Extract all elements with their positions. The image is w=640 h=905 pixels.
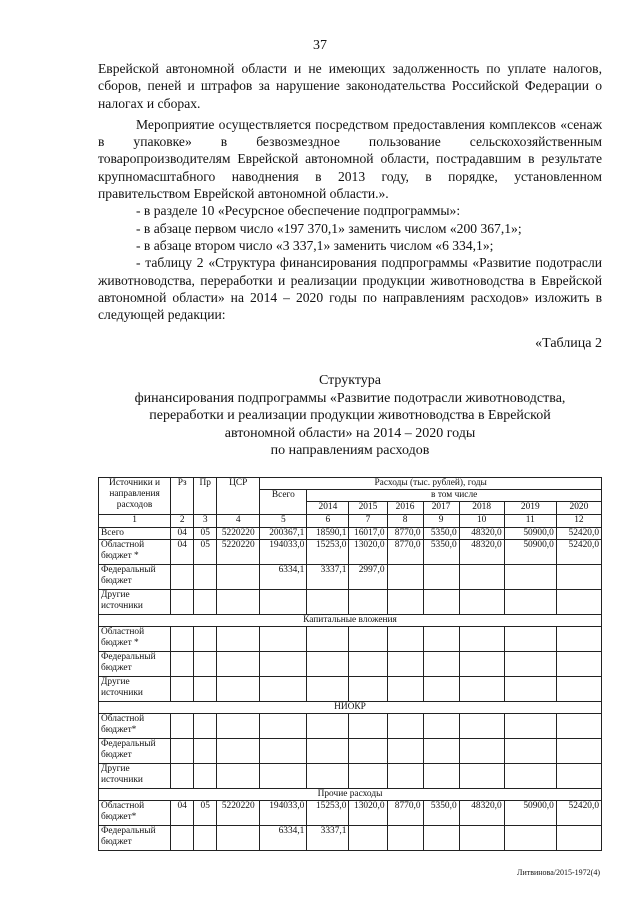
caption-line: автономной области» на 2014 – 2020 годы: [224, 425, 476, 441]
cell-year-value: [387, 677, 423, 702]
cell-year-value: [387, 627, 423, 652]
financing-table: [98, 477, 602, 851]
section-title: НИОКР: [99, 702, 602, 714]
paragraph: Еврейской автономной области и не имеющих задолженность по уплате налогов, сборов, пеней и штрафов за нарушение законодательства Российской Федерации о налогах и сборах.: [98, 61, 602, 111]
paragraph: - в разделе 10 «Ресурсное обеспечение подпрограммы»:: [136, 203, 461, 219]
table-body: [99, 478, 602, 851]
cell-rz: [171, 627, 194, 652]
cell-year-value: [349, 714, 387, 739]
row-label: Областной бюджет *: [99, 540, 171, 565]
cell-year-value: [307, 590, 349, 615]
caption-line: финансирования подпрограммы «Развитие подотрасли животноводства,: [134, 390, 566, 406]
cell-year-value: [387, 652, 423, 677]
column-number: 3: [194, 515, 217, 528]
cell-year-value: [423, 677, 459, 702]
cell-year-value: 2997,0: [349, 565, 387, 590]
cell-year-value: [504, 565, 556, 590]
caption-line: по направлениям расходов: [270, 443, 430, 458]
column-number: 9: [423, 515, 459, 528]
cell-pr: [194, 652, 217, 677]
row-label: Другие источники: [99, 764, 171, 789]
cell-year-value: [556, 627, 601, 652]
cell-pr: 05: [194, 540, 217, 565]
header-year: 2019: [504, 502, 556, 515]
cell-year-value: [349, 590, 387, 615]
header-year: 2017: [423, 502, 459, 515]
header-year: 2016: [387, 502, 423, 515]
row-label: Областной бюджет*: [99, 714, 171, 739]
cell-year-value: [504, 590, 556, 615]
table-caption: [98, 372, 602, 460]
table-row: [99, 652, 602, 677]
cell-year-value: 48320,0: [459, 528, 504, 540]
page-number: 37: [313, 38, 327, 53]
cell-rz: [171, 739, 194, 764]
cell-year-value: [556, 590, 601, 615]
cell-pr: [194, 627, 217, 652]
header-rz: Рз: [171, 478, 194, 515]
cell-year-value: [556, 764, 601, 789]
cell-year-value: 8770,0: [387, 528, 423, 540]
column-number: 4: [217, 515, 260, 528]
cell-year-value: [387, 714, 423, 739]
cell-total: [260, 764, 307, 789]
row-label: Областной бюджет*: [99, 801, 171, 826]
paragraph: Мероприятие осуществляется посредством предоставления комплексов «сенаж в упаковке» в безвозмездное пользование сельскохозяйственным товаропроизводителям Еврейской автономной области, пострадавшим в результате крупномасштабного наводнения в 2013 году, в порядке, установленном правительством Еврейской автономной области.».: [98, 116, 602, 202]
cell-csr: [217, 565, 260, 590]
row-label: Другие источники: [99, 677, 171, 702]
cell-csr: 5220220: [217, 540, 260, 565]
cell-total: [260, 714, 307, 739]
header-csr: ЦСР: [217, 478, 260, 515]
cell-year-value: [349, 764, 387, 789]
body-text: [98, 60, 602, 323]
table-row: [99, 739, 602, 764]
cell-year-value: [307, 652, 349, 677]
cell-year-value: [423, 652, 459, 677]
cell-total: 194033,0: [260, 540, 307, 565]
cell-year-value: [349, 627, 387, 652]
cell-year-value: [556, 677, 601, 702]
cell-year-value: 3337,1: [307, 565, 349, 590]
section-row: [99, 789, 602, 801]
cell-year-value: [423, 739, 459, 764]
cell-csr: [217, 677, 260, 702]
table-row: [99, 590, 602, 615]
cell-total: 6334,1: [260, 565, 307, 590]
cell-year-value: [556, 826, 601, 851]
cell-year-value: 50900,0: [504, 540, 556, 565]
header-expenses: Расходы (тыс. рублей), годы: [260, 478, 602, 490]
cell-year-value: [459, 826, 504, 851]
cell-year-value: 3337,1: [307, 826, 349, 851]
cell-rz: [171, 677, 194, 702]
table-row: [99, 801, 602, 826]
cell-year-value: [504, 714, 556, 739]
cell-total: [260, 590, 307, 615]
cell-year-value: [459, 677, 504, 702]
cell-year-value: [459, 627, 504, 652]
column-number: 5: [260, 515, 307, 528]
cell-pr: [194, 714, 217, 739]
cell-year-value: [459, 714, 504, 739]
cell-total: [260, 677, 307, 702]
caption-line: Структура: [318, 373, 382, 388]
cell-pr: 05: [194, 528, 217, 540]
cell-year-value: [459, 565, 504, 590]
section-row: [99, 615, 602, 627]
paragraph: - таблицу 2 «Структура финансирования подпрограммы «Развитие подотрасли животноводства, переработки и реализации продукции животноводства в Еврейской автономной области» на 2014 – 2020 годы по направлениям расходов» изложить в следующей редакции:: [98, 255, 602, 323]
cell-pr: [194, 826, 217, 851]
row-label: Всего: [99, 528, 171, 540]
cell-rz: [171, 652, 194, 677]
cell-total: 6334,1: [260, 826, 307, 851]
column-number-row: [99, 515, 602, 528]
cell-csr: [217, 739, 260, 764]
section-title: Капитальные вложения: [99, 615, 602, 627]
column-number: 12: [556, 515, 601, 528]
header-year: 2015: [349, 502, 387, 515]
cell-total: 200367,1: [260, 528, 307, 540]
column-number: 10: [459, 515, 504, 528]
cell-year-value: [349, 739, 387, 764]
table-row: [99, 764, 602, 789]
cell-year-value: [556, 565, 601, 590]
paragraph: - в абзаце втором число «3 337,1» заменить числом «6 334,1»;: [136, 237, 494, 253]
cell-total: 194033,0: [260, 801, 307, 826]
row-label: Федеральный бюджет: [99, 565, 171, 590]
cell-year-value: [459, 739, 504, 764]
column-number: 7: [349, 515, 387, 528]
cell-year-value: 13020,0: [349, 540, 387, 565]
cell-year-value: [504, 739, 556, 764]
header-source: Источники и направления расходов: [99, 478, 171, 515]
row-label: Областной бюджет *: [99, 627, 171, 652]
cell-rz: 04: [171, 540, 194, 565]
row-label: Федеральный бюджет: [99, 652, 171, 677]
table-row: [99, 540, 602, 565]
cell-csr: 5220220: [217, 528, 260, 540]
cell-rz: [171, 714, 194, 739]
cell-csr: [217, 590, 260, 615]
cell-year-value: [459, 652, 504, 677]
cell-year-value: [504, 652, 556, 677]
cell-rz: [171, 565, 194, 590]
cell-pr: [194, 739, 217, 764]
section-row: [99, 702, 602, 714]
cell-year-value: [307, 764, 349, 789]
table-row: [99, 826, 602, 851]
cell-pr: 05: [194, 801, 217, 826]
cell-year-value: [423, 826, 459, 851]
cell-year-value: [423, 714, 459, 739]
cell-total: [260, 627, 307, 652]
cell-year-value: [387, 826, 423, 851]
document-footer: Литвинова/2015-1972(4): [517, 868, 600, 877]
table-row: [99, 565, 602, 590]
cell-total: [260, 652, 307, 677]
cell-year-value: 52420,0: [556, 801, 601, 826]
cell-year-value: [307, 627, 349, 652]
cell-year-value: [349, 652, 387, 677]
header-including: в том числе: [307, 490, 602, 502]
cell-year-value: [307, 677, 349, 702]
cell-year-value: [556, 652, 601, 677]
cell-rz: [171, 590, 194, 615]
cell-year-value: [459, 764, 504, 789]
cell-year-value: 50900,0: [504, 801, 556, 826]
row-label: Федеральный бюджет: [99, 739, 171, 764]
table-row: [99, 627, 602, 652]
cell-csr: [217, 714, 260, 739]
cell-year-value: [349, 826, 387, 851]
cell-year-value: [423, 764, 459, 789]
table-row: [99, 677, 602, 702]
cell-csr: 5220220: [217, 801, 260, 826]
cell-year-value: 5350,0: [423, 528, 459, 540]
section-title: Прочие расходы: [99, 789, 602, 801]
cell-year-value: [387, 739, 423, 764]
cell-year-value: 52420,0: [556, 528, 601, 540]
cell-year-value: [504, 764, 556, 789]
column-number: 1: [99, 515, 171, 528]
cell-rz: [171, 764, 194, 789]
cell-year-value: 16017,0: [349, 528, 387, 540]
cell-year-value: [387, 590, 423, 615]
column-number: 11: [504, 515, 556, 528]
cell-rz: [171, 826, 194, 851]
column-number: 2: [171, 515, 194, 528]
cell-rz: 04: [171, 801, 194, 826]
cell-year-value: 48320,0: [459, 540, 504, 565]
cell-year-value: 5350,0: [423, 540, 459, 565]
header-year: 2014: [307, 502, 349, 515]
cell-year-value: [307, 739, 349, 764]
cell-year-value: [307, 714, 349, 739]
cell-year-value: [504, 826, 556, 851]
column-number: 6: [307, 515, 349, 528]
paragraph: - в абзаце первом число «197 370,1» заменить числом «200 367,1»;: [136, 220, 522, 236]
row-label: Другие источники: [99, 590, 171, 615]
cell-year-value: 50900,0: [504, 528, 556, 540]
cell-year-value: [556, 714, 601, 739]
cell-total: [260, 739, 307, 764]
column-number: 8: [387, 515, 423, 528]
header-total: Всего: [260, 490, 307, 515]
cell-year-value: [423, 590, 459, 615]
cell-year-value: [387, 764, 423, 789]
cell-year-value: 8770,0: [387, 540, 423, 565]
cell-year-value: 48320,0: [459, 801, 504, 826]
caption-line: переработки и реализации продукции животноводства в Еврейской: [149, 408, 551, 423]
cell-year-value: [459, 590, 504, 615]
header-year: 2018: [459, 502, 504, 515]
cell-year-value: 18590,1: [307, 528, 349, 540]
cell-year-value: [349, 677, 387, 702]
cell-csr: [217, 826, 260, 851]
cell-year-value: [387, 565, 423, 590]
cell-year-value: [504, 627, 556, 652]
cell-year-value: 5350,0: [423, 801, 459, 826]
cell-year-value: 52420,0: [556, 540, 601, 565]
cell-pr: [194, 590, 217, 615]
table-label: «Таблица 2: [535, 336, 602, 351]
header-pr: Пр: [194, 478, 217, 515]
cell-csr: [217, 652, 260, 677]
cell-year-value: 15253,0: [307, 540, 349, 565]
header-year: 2020: [556, 502, 601, 515]
cell-pr: [194, 677, 217, 702]
cell-pr: [194, 764, 217, 789]
cell-year-value: [423, 565, 459, 590]
table-row: [99, 528, 602, 540]
cell-year-value: 8770,0: [387, 801, 423, 826]
row-label: Федеральный бюджет: [99, 826, 171, 851]
cell-year-value: 13020,0: [349, 801, 387, 826]
cell-csr: [217, 627, 260, 652]
cell-rz: 04: [171, 528, 194, 540]
cell-year-value: 15253,0: [307, 801, 349, 826]
cell-year-value: [423, 627, 459, 652]
table-row: [99, 714, 602, 739]
cell-year-value: [504, 677, 556, 702]
cell-year-value: [556, 739, 601, 764]
cell-pr: [194, 565, 217, 590]
cell-csr: [217, 764, 260, 789]
